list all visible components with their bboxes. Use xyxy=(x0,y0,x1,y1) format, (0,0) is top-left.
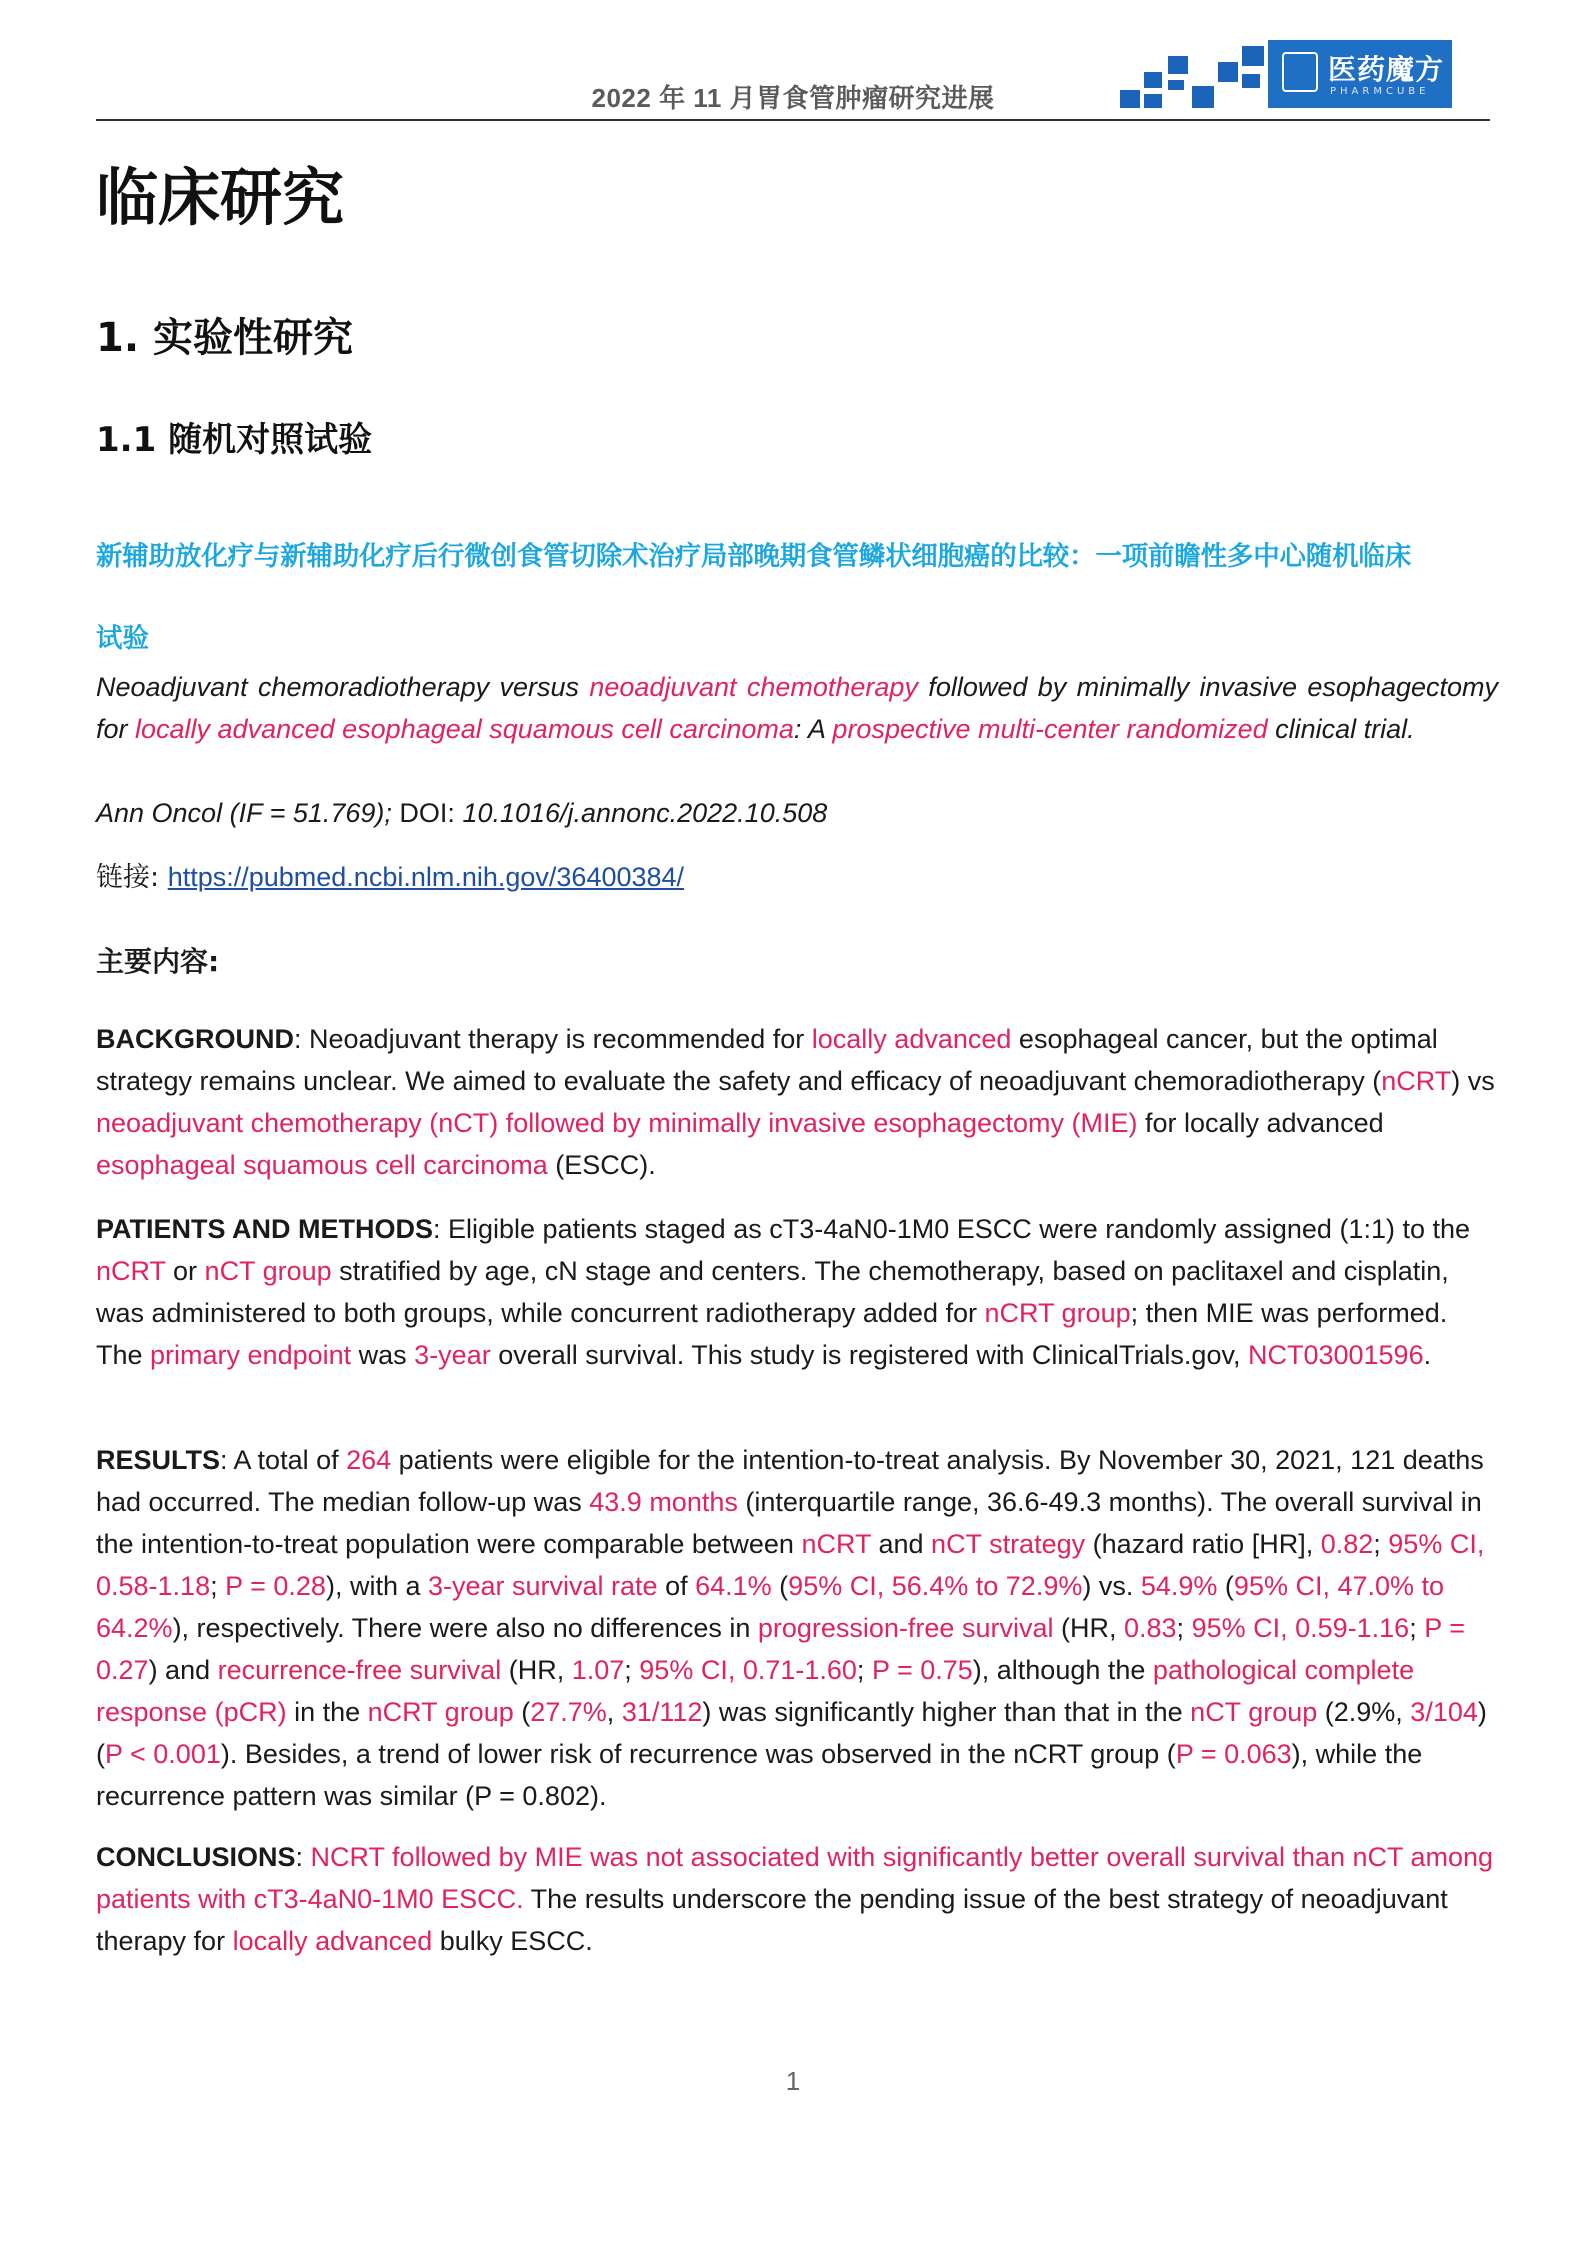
para-highlight: 95% CI, 0.58-1.18 xyxy=(96,1529,1485,1601)
para-text: ; xyxy=(1373,1529,1389,1559)
para-highlight: 31/112 xyxy=(621,1697,703,1727)
para-text: ; xyxy=(624,1655,640,1685)
para-text: ), although the xyxy=(972,1655,1153,1685)
para-text: bulky ESCC. xyxy=(432,1926,593,1956)
para-highlight: 64.1% xyxy=(695,1571,772,1601)
logo-brand-text: 医药魔方 xyxy=(1328,53,1445,86)
main-heading: 临床研究 xyxy=(96,161,345,234)
para-highlight: 27.7% xyxy=(530,1697,607,1727)
para-text: (hazard ratio [HR], xyxy=(1085,1529,1321,1559)
para-highlight: P = 0.063 xyxy=(1175,1739,1292,1769)
logo-brand-subtext: PHARMCUBE xyxy=(1330,86,1430,97)
para-highlight: nCT group xyxy=(1190,1697,1318,1727)
main-content-label: 主要内容: xyxy=(96,945,220,978)
pubmed-link[interactable]: https://pubmed.ncbi.nlm.nih.gov/36400384/ xyxy=(167,862,685,892)
para-text: . xyxy=(1423,1340,1432,1370)
para-text: of xyxy=(657,1571,696,1601)
page-number: 1 xyxy=(785,2066,801,2096)
para-text: esophageal cancer, but the optimal strategy remains unclear. We aimed to evaluate the safety and efficacy of neoadjuvant chemoradiotherapy ( xyxy=(96,1024,1438,1096)
para-highlight: neoadjuvant chemotherapy (nCT) followed by minimally invasive esophagectomy (MIE) xyxy=(96,1108,1138,1138)
para-text: and xyxy=(870,1529,932,1559)
doi-value: 10.1016/j.annonc.2022.10.508 xyxy=(462,798,828,828)
para-highlight: 95% CI, 56.4% to 72.9% xyxy=(788,1571,1083,1601)
article-title-cn-line1: 新辅助放化疗与新辅助化疗后行微创食管切除术治疗局部晚期食管鳞状细胞癌的比较：一项前瞻性多中心随机临床 xyxy=(96,541,1411,572)
methods-paragraph xyxy=(96,1208,1498,1376)
para-highlight: 3-year survival rate xyxy=(427,1571,658,1601)
title-en-highlight: neoadjuvant chemotherapy xyxy=(589,672,918,702)
title-en-highlight: prospective multi-center randomized xyxy=(832,714,1268,744)
para-text: : Neoadjuvant therapy is recommended for xyxy=(294,1024,812,1054)
para-highlight: esophageal squamous cell carcinoma xyxy=(96,1150,548,1180)
doi-label: DOI: xyxy=(391,798,463,828)
para-highlight: nCRT xyxy=(96,1256,166,1286)
article-title-en xyxy=(96,666,1498,750)
background-paragraph xyxy=(96,1018,1498,1186)
journal-line xyxy=(96,792,827,834)
subsection-heading: 1.1 随机对照试验 xyxy=(96,420,373,460)
para-text: ; xyxy=(1409,1613,1425,1643)
para-highlight: nCT group xyxy=(204,1256,332,1286)
para-highlight: recurrence-free survival xyxy=(217,1655,502,1685)
results-paragraph xyxy=(96,1439,1498,1817)
methods-label: PATIENTS AND METHODS xyxy=(96,1214,433,1244)
title-en-text: followed by minimally invasive esophagectomy for xyxy=(96,672,1499,744)
para-highlight: 43.9 months xyxy=(589,1487,738,1517)
para-highlight: nCRT xyxy=(801,1529,871,1559)
para-highlight: 1.07 xyxy=(571,1655,625,1685)
para-text: ) vs. xyxy=(1082,1571,1141,1601)
para-text: The results underscore the pending issue of the best strategy of neoadjuvant therapy for xyxy=(96,1884,1448,1956)
para-highlight: NCRT followed by MIE was not associated with significantly better overall survival than nCT among patients with cT3-4aN0-1M0 ESCC. xyxy=(96,1842,1494,1914)
para-text: : xyxy=(295,1842,311,1872)
para-text: ; xyxy=(210,1571,226,1601)
para-highlight: 95% CI, 0.59-1.16 xyxy=(1191,1613,1410,1643)
para-text: or xyxy=(165,1256,205,1286)
para-text: patients were eligible for the intention-to-treat analysis. By November 30, 2021, 121 deaths had occurred. The median follow-up was xyxy=(96,1445,1484,1517)
para-text: ) ( xyxy=(96,1697,1487,1769)
para-highlight: 3/104 xyxy=(1410,1697,1478,1727)
para-text: ), while the recurrence pattern was similar (P = 0.802). xyxy=(96,1739,1423,1811)
para-highlight: NCT03001596 xyxy=(1247,1340,1424,1370)
para-text: (HR, xyxy=(1053,1613,1124,1643)
para-highlight: P = 0.75 xyxy=(871,1655,973,1685)
para-text: ( xyxy=(771,1571,789,1601)
link-label: 链接: xyxy=(96,862,168,893)
para-highlight: nCRT group xyxy=(367,1697,514,1727)
article-title-cn xyxy=(96,516,1498,680)
para-highlight: pathological complete response (pCR) xyxy=(96,1655,1415,1727)
para-highlight: 0.82 xyxy=(1320,1529,1374,1559)
para-text: ), with a xyxy=(325,1571,428,1601)
title-en-highlight: locally advanced esophageal squamous cell carcinoma xyxy=(135,714,794,744)
running-header-title: 2022 年 11 月胃食管肿瘤研究进展 xyxy=(591,83,995,113)
para-highlight: locally advanced xyxy=(811,1024,1012,1054)
journal-name: Ann Oncol (IF = 51.769); xyxy=(96,798,392,828)
title-en-text: clinical trial. xyxy=(1267,714,1415,744)
para-highlight: P < 0.001 xyxy=(105,1739,221,1769)
section-heading: 1. 实验性研究 xyxy=(96,315,353,361)
para-text: ; then MIE was performed. The xyxy=(96,1298,1448,1370)
para-text: : Eligible patients staged as cT3-4aN0-1M0 ESCC were randomly assigned (1:1) to the xyxy=(433,1214,1471,1244)
para-text: stratified by age, cN stage and centers. The chemotherapy, based on paclitaxel and cisplatin, was administered to both groups, while concurrent radiotherapy added for xyxy=(96,1256,1449,1328)
title-en-text: : A xyxy=(793,714,833,744)
conclusions-paragraph xyxy=(96,1836,1498,1962)
link-line xyxy=(96,856,684,899)
para-text: ) was significantly higher than that in the xyxy=(702,1697,1191,1727)
para-highlight: 95% CI, 0.71-1.60 xyxy=(639,1655,857,1685)
para-text: in the xyxy=(286,1697,368,1727)
para-highlight: nCT strategy xyxy=(931,1529,1086,1559)
para-text: (ESCC). xyxy=(547,1150,656,1180)
conclusions-label: CONCLUSIONS xyxy=(96,1842,296,1872)
para-text: (2.9%, xyxy=(1317,1697,1411,1727)
para-text: ( xyxy=(1217,1571,1234,1601)
para-text: ( xyxy=(513,1697,531,1727)
background-label: BACKGROUND xyxy=(96,1024,294,1054)
para-text: (interquartile range, 36.6-49.3 months). The overall survival in the intention-to-treat population were comparable between xyxy=(96,1487,1482,1559)
para-text: was xyxy=(351,1340,415,1370)
para-highlight: nCRT xyxy=(1381,1066,1452,1096)
para-text: for locally advanced xyxy=(1137,1108,1384,1138)
para-text: ) and xyxy=(148,1655,218,1685)
cube-icon xyxy=(1282,52,1318,92)
para-text: : A total of xyxy=(220,1445,347,1475)
para-highlight: 0.83 xyxy=(1123,1613,1177,1643)
para-highlight: nCRT group xyxy=(984,1298,1131,1328)
para-highlight: 54.9% xyxy=(1140,1571,1218,1601)
para-highlight: progression-free survival xyxy=(757,1613,1054,1643)
para-highlight: 3-year xyxy=(414,1340,491,1370)
title-en-text: Neoadjuvant chemoradiotherapy versus xyxy=(96,672,590,702)
para-text: (HR, xyxy=(501,1655,572,1685)
para-highlight: P = 0.28 xyxy=(225,1571,326,1601)
article-title-cn-line2: 试验 xyxy=(96,623,149,654)
para-highlight: locally advanced xyxy=(232,1926,433,1956)
para-text: ) vs xyxy=(1451,1066,1495,1096)
para-text: ; xyxy=(1176,1613,1192,1643)
para-highlight: P = 0.27 xyxy=(96,1613,1466,1685)
para-text: ). Besides, a trend of lower risk of recurrence was observed in the nCRT group ( xyxy=(220,1739,1176,1769)
para-text: , xyxy=(606,1697,622,1727)
para-text: ; xyxy=(856,1655,872,1685)
para-highlight: 95% CI, 47.0% to 64.2% xyxy=(96,1571,1445,1643)
pharmcube-logo xyxy=(1102,40,1452,112)
results-label: RESULTS xyxy=(96,1445,221,1475)
para-highlight: primary endpoint xyxy=(150,1340,352,1370)
header-rule xyxy=(96,119,1490,121)
para-highlight: 264 xyxy=(346,1445,392,1475)
para-text: overall survival. This study is registered with ClinicalTrials.gov, xyxy=(490,1340,1248,1370)
para-text: ), respectively. There were also no differences in xyxy=(172,1613,758,1643)
